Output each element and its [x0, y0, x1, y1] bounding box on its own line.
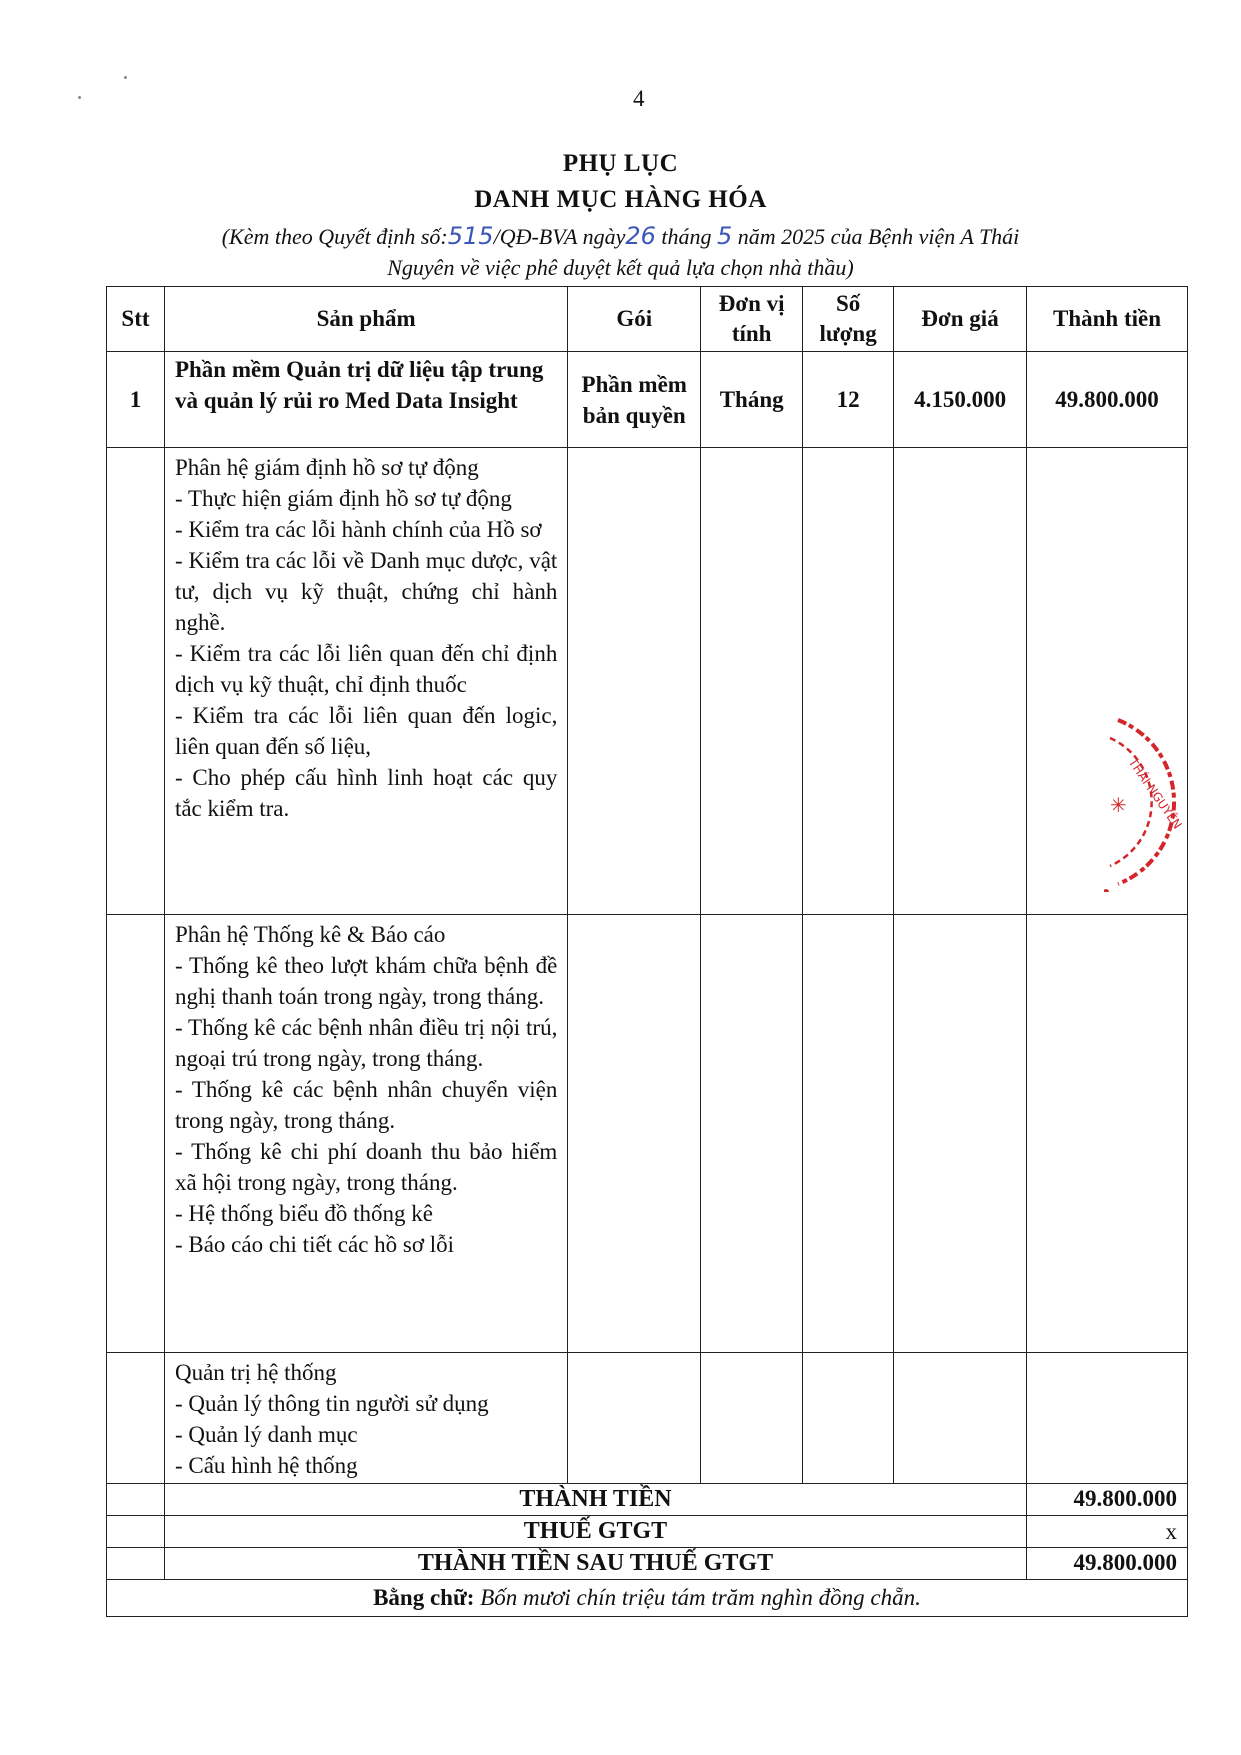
module-item: - Kiểm tra các lỗi liên quan đến logic, liên quan đến số liệu,	[174, 703, 558, 759]
row-amount: 49.800.000	[1027, 352, 1188, 448]
empty-cell	[803, 1353, 894, 1484]
module-description	[164, 448, 567, 915]
in-words-label: Bằng chữ:	[373, 1585, 475, 1610]
subtitle-text: tháng	[655, 224, 718, 249]
header-qty-line2: lượng	[819, 321, 877, 346]
total-row	[107, 1548, 1188, 1580]
scan-speck	[124, 76, 127, 79]
row-stt: 1	[107, 352, 165, 448]
module-row	[107, 915, 1188, 1353]
table-row	[107, 352, 1188, 448]
vat-row	[107, 1516, 1188, 1548]
empty-cell	[107, 1353, 165, 1484]
empty-cell	[107, 1516, 165, 1548]
empty-cell	[803, 448, 894, 915]
page-number: 4	[633, 86, 645, 111]
row-package: Phần mềm bản quyền	[568, 352, 701, 448]
official-stamp	[1104, 712, 1214, 892]
empty-cell	[107, 915, 165, 1353]
handwritten-day: 26	[625, 222, 656, 250]
empty-cell	[1027, 915, 1188, 1353]
row-product: Phần mềm Quản trị dữ liệu tập trung và quản lý rủi ro Med Data Insight	[164, 352, 567, 448]
goods-table	[106, 286, 1188, 1617]
row-unit: Tháng	[701, 352, 803, 448]
header-amount: Thành tiền	[1027, 287, 1188, 352]
vat-label: THUẾ GTGT	[164, 1516, 1026, 1548]
module-item: - Thống kê các bệnh nhân điều trị nội trú, ngoại trú trong ngày, trong tháng.	[174, 1015, 558, 1071]
header-stt: Stt	[107, 287, 165, 352]
module-row	[107, 1353, 1188, 1484]
empty-cell	[894, 448, 1027, 915]
in-words	[107, 1580, 1188, 1617]
header-qty	[803, 287, 894, 352]
subtitle-text: (Kèm theo Quyết định số:	[221, 224, 448, 249]
header-unit	[701, 287, 803, 352]
module-item: - Kiểm tra các lỗi về Danh mục dược, vật tư, dịch vụ kỹ thuật, chứng chỉ hành nghề.	[174, 548, 558, 635]
total-label: THÀNH TIỀN SAU THUẾ GTGT	[164, 1548, 1026, 1580]
module-item: - Thống kê theo lượt khám chữa bệnh đề nghị thanh toán trong ngày, trong tháng.	[174, 953, 558, 1009]
module-description	[164, 1353, 567, 1484]
empty-cell	[701, 1353, 803, 1484]
module-item: - Hệ thống biểu đồ thống kê	[174, 1201, 434, 1226]
module-item: - Thống kê chi phí doanh thu bảo hiểm xã hội trong ngày, trong tháng.	[174, 1139, 558, 1195]
stamp-dot	[1104, 889, 1109, 892]
empty-cell	[701, 448, 803, 915]
row-qty: 12	[803, 352, 894, 448]
module-title: Phân hệ Thống kê & Báo cáo	[174, 922, 446, 947]
empty-cell	[107, 448, 165, 915]
module-item: - Kiểm tra các lỗi liên quan đến chỉ định dịch vụ kỹ thuật, chỉ định thuốc	[174, 641, 558, 697]
goods-list-title: DANH MỤC HÀNG HÓA	[474, 186, 767, 213]
module-item: - Cho phép cấu hình linh hoạt các quy tắc kiểm tra.	[174, 765, 558, 821]
empty-cell	[803, 915, 894, 1353]
module-item: - Báo cáo chi tiết các hồ sơ lỗi	[174, 1232, 455, 1257]
module-item: - Thực hiện giám định hồ sơ tự động	[174, 486, 512, 511]
module-item: - Cấu hình hệ thống	[174, 1453, 358, 1478]
empty-cell	[894, 1353, 1027, 1484]
header-unit-line1: Đơn vị	[718, 291, 785, 316]
header-product: Sản phẩm	[164, 287, 567, 352]
module-item: - Kiểm tra các lỗi hành chính của Hồ sơ	[174, 517, 542, 542]
empty-cell	[568, 448, 701, 915]
header-unit-line2: tính	[731, 321, 772, 346]
empty-cell	[568, 915, 701, 1353]
subtotal-value: 49.800.000	[1027, 1484, 1188, 1516]
total-value: 49.800.000	[1027, 1548, 1188, 1580]
header-price: Đơn giá	[894, 287, 1027, 352]
in-words-row	[107, 1580, 1188, 1617]
appendix-title: PHỤ LỤC	[562, 150, 679, 177]
header-qty-line1: Số	[835, 291, 861, 316]
empty-cell	[107, 1484, 165, 1516]
handwritten-decision-number: 515	[447, 222, 494, 250]
header-package: Gói	[568, 287, 701, 352]
subtitle-text: năm 2025 của Bệnh viện A Thái	[732, 224, 1020, 249]
empty-cell	[568, 1353, 701, 1484]
row-price: 4.150.000	[894, 352, 1027, 448]
in-words-value: Bốn mươi chín triệu tám trăm nghìn đồng chẵn.	[480, 1585, 921, 1610]
module-item: - Quản lý thông tin người sử dụng	[174, 1391, 489, 1416]
empty-cell	[1027, 1353, 1188, 1484]
module-item: - Thống kê các bệnh nhân chuyển viện trong ngày, trong tháng.	[174, 1077, 558, 1133]
empty-cell	[701, 915, 803, 1353]
subtotal-row	[107, 1484, 1188, 1516]
subtitle-line1	[0, 222, 1241, 250]
empty-cell	[894, 915, 1027, 1353]
subtitle-line2: Nguyên về việc phê duyệt kết quả lựa chọn nhà thầu)	[387, 255, 854, 280]
empty-cell	[107, 1548, 165, 1580]
module-row	[107, 448, 1188, 915]
subtitle-text: /QĐ-BVA ngày	[493, 224, 626, 249]
stamp-star-icon: ✳	[1110, 793, 1127, 817]
module-item: - Quản lý danh mục	[174, 1422, 358, 1447]
vat-value: x	[1027, 1516, 1188, 1548]
stamp-text: THÁI NGUYÊN	[1125, 755, 1185, 832]
module-description	[164, 915, 567, 1353]
handwritten-month: 5	[717, 222, 733, 250]
module-title: Quản trị hệ thống	[174, 1360, 337, 1385]
module-title: Phân hệ giám định hồ sơ tự động	[174, 455, 479, 480]
subtotal-label: THÀNH TIỀN	[164, 1484, 1026, 1516]
table-header-row	[107, 287, 1188, 352]
